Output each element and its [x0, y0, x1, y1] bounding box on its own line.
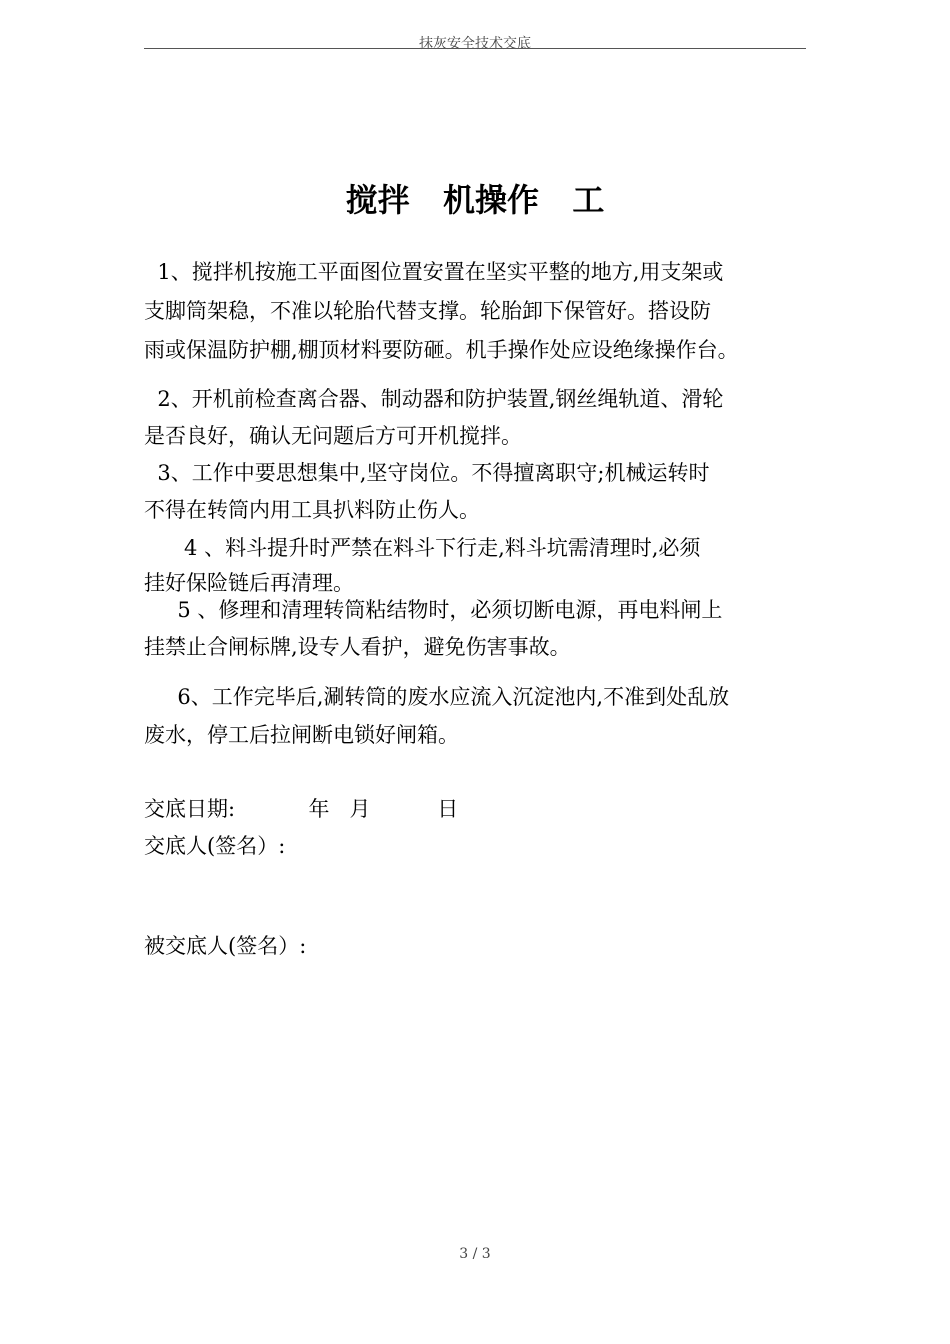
document-title: 搅拌 机操作 工: [345, 181, 605, 219]
header-divider: [144, 48, 806, 49]
text-line: 4 、料斗提升时严禁在料斗下行走,料斗坑需清理时,必须: [144, 536, 701, 560]
header-title: 抹灰安全技术交底: [419, 36, 531, 52]
text-line: 不得在转筒内用工具扒料防止伤人。: [144, 498, 480, 522]
text-line: 废水，停工后拉闸断电锁好闸箱。: [144, 723, 459, 747]
text-line: 挂好保险链后再清理。: [144, 571, 354, 595]
text-line: 6、工作完毕后,涮转筒的废水应流入沉淀池内,不准到处乱放: [144, 685, 730, 709]
handover-giver-signature-line: 交底人(签名）:: [144, 834, 286, 858]
text-line: 挂禁止合闸标牌,设专人看护，避免伤害事故。: [144, 635, 571, 659]
text-line: 3、工作中要思想集中,坚守岗位。不得擅离职守;机械运转时: [144, 461, 710, 485]
text-line: 1、搅拌机按施工平面图位置安置在坚实平整的地方,用支架或: [144, 260, 724, 284]
text-line: 2、开机前检查离合器、制动器和防护装置,钢丝绳轨道、滑轮: [144, 387, 724, 411]
handover-date-line: 交底日期: 年 月 日: [144, 797, 459, 821]
text-line: 是否良好，确认无问题后方可开机搅拌。: [144, 424, 522, 448]
text-line: 雨或保温防护棚,棚顶材料要防砸。机手操作处应设绝缘操作台。: [144, 338, 739, 362]
handover-receiver-signature-line: 被交底人(签名）:: [144, 934, 307, 958]
text-line: 5 、修理和清理转筒粘结物时，必须切断电源，再电料闸上: [144, 598, 723, 622]
text-line: 支脚筒架稳，不准以轮胎代替支撑。轮胎卸下保管好。搭设防: [144, 299, 711, 323]
page-number: 3 / 3: [459, 1246, 491, 1262]
